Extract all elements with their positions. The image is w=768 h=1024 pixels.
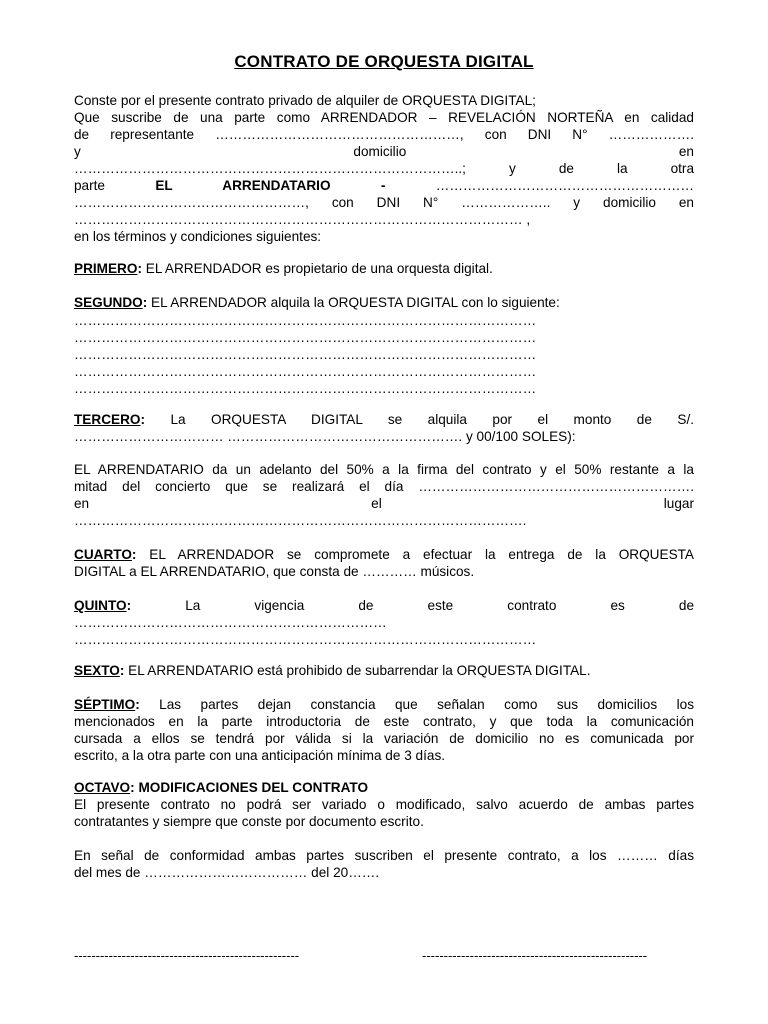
intro-line-1: Conste por el presente contrato privado de alquiler de ORQUESTA DIGITAL; <box>74 93 536 108</box>
segundo-dotted-line-3: ………………………………………………………………………………………… <box>74 347 537 362</box>
clause-septimo <box>74 696 694 713</box>
clause-colon: : <box>142 295 148 310</box>
clause-text: EL ARRENDADOR se compromete a efectuar la entrega de la ORQUESTA <box>136 547 694 562</box>
intro-line-7: ……………………………………………, con DNI N° ……………….. y domicilio en <box>74 195 694 210</box>
signature-line-right: ---------------------------------------------------- <box>422 948 648 963</box>
clause-colon: : <box>130 780 135 795</box>
intro-line-2: Que suscribe de una parte como ARRENDADOR – REVELACIÓN NORTEÑA en calidad <box>74 110 694 125</box>
quinto-line-3: ………………………………………………………………………………………… <box>74 632 537 647</box>
septimo-line-3: cursada a ellos se tendrá por válida si la variación de domicilio no es comunicada por <box>74 731 694 746</box>
cuarto-line-2: DIGITAL a EL ARRENDATARIO, que consta de ………… músicos. <box>74 564 475 579</box>
clause-text: La ORQUESTA DIGITAL se alquila por el monto de S/. <box>145 412 694 427</box>
clause-quinto <box>74 597 694 614</box>
adelanto-line-3: en el lugar <box>74 496 694 511</box>
clause-text: EL ARRENDATARIO está prohibido de subarrendar la ORQUESTA DIGITAL. <box>124 663 591 678</box>
septimo-line-4: escrito, a la otra parte con una anticipación mínima de 3 días. <box>74 748 446 763</box>
clause-colon: : <box>135 697 140 712</box>
clause-colon: : <box>126 598 132 613</box>
clause-colon: : <box>137 261 142 276</box>
quinto-line-2: …………………………………………………………… <box>74 615 387 630</box>
clause-segundo <box>74 294 694 311</box>
conformidad-line-1: En señal de conformidad ambas partes suscriben el presente contrato, a los ……… días <box>74 848 694 863</box>
intro-party-blank: ………………………………………………… <box>435 178 694 193</box>
intro-line-4: y domicilio en <box>74 144 694 159</box>
intro-line-8: ……………………………………………………………………………………… , <box>74 212 531 227</box>
clause-text: La vigencia de este contrato es de <box>131 598 694 613</box>
clause-label: SÉPTIMO <box>74 697 136 712</box>
clause-label: OCTAVO <box>74 780 131 795</box>
septimo-line-2: mencionados en la parte introductoria de este contrato, y que toda la comunicación <box>74 714 694 729</box>
page-title: CONTRATO DE ORQUESTA DIGITAL <box>234 52 534 71</box>
adelanto-line-1: EL ARRENDATARIO da un adelanto del 50% a la firma del contrato y el 50% restante a la <box>74 462 694 477</box>
clause-colon: : <box>119 663 125 678</box>
clause-octavo <box>74 779 694 796</box>
clause-tercero <box>74 411 694 428</box>
clause-heading: MODIFICACIONES DEL CONTRATO <box>134 780 369 795</box>
intro-party-name: EL ARRENDATARIO - <box>155 178 386 193</box>
intro-line-5: …………………………………………………………………………..; y de la otra <box>74 161 694 176</box>
octavo-line-2: El presente contrato no podrá ser variado o modificado, salvo acuerdo de ambas partes <box>74 797 694 812</box>
clause-text: EL ARRENDADOR alquila la ORQUESTA DIGITAL con lo siguiente: <box>147 295 560 310</box>
intro-line-3: de representante ………………………………………………, con DNI N° ………………. <box>74 127 694 142</box>
clause-text: Las partes dejan constancia que señalan como sus domicilios los <box>139 697 694 712</box>
clause-primero <box>74 260 694 277</box>
clause-label: TERCERO <box>74 412 141 427</box>
clause-colon: : <box>131 547 137 562</box>
clause-colon: : <box>140 412 145 427</box>
adelanto-line-2: mitad del concierto que se realizará el día ……………………………………………………. <box>74 479 694 494</box>
segundo-dotted-line-1: ………………………………………………………………………………………… <box>74 313 537 328</box>
clause-cuarto <box>74 546 694 563</box>
signature-line-left: ---------------------------------------------------- <box>74 948 300 963</box>
intro-party-line <box>74 177 694 194</box>
clause-label: SEXTO <box>74 663 120 678</box>
tercero-line-2: …………………………… ……………………………………………. y 00/100 SOLES): <box>74 429 576 444</box>
clause-label: PRIMERO <box>74 261 138 276</box>
intro-party-prefix: parte <box>74 178 105 193</box>
clause-label: CUARTO <box>74 547 132 562</box>
adelanto-line-4: ………………………………………………………………………………………. <box>74 513 527 528</box>
segundo-dotted-line-2: ………………………………………………………………………………………… <box>74 330 537 345</box>
clause-label: SEGUNDO <box>74 295 143 310</box>
segundo-dotted-line-4: ………………………………………………………………………………………… <box>74 364 537 379</box>
segundo-dotted-line-5: ………………………………………………………………………………………… <box>74 381 537 396</box>
clause-sexto <box>74 662 694 679</box>
octavo-line-3: contratantes y siempre que conste por documento escrito. <box>74 814 424 829</box>
intro-line-9: en los términos y condiciones siguientes: <box>74 229 322 244</box>
clause-label: QUINTO <box>74 598 127 613</box>
conformidad-line-2: del mes de ……………………………… del 20……. <box>74 865 380 880</box>
clause-text: EL ARRENDADOR es propietario de una orquesta digital. <box>141 261 493 276</box>
